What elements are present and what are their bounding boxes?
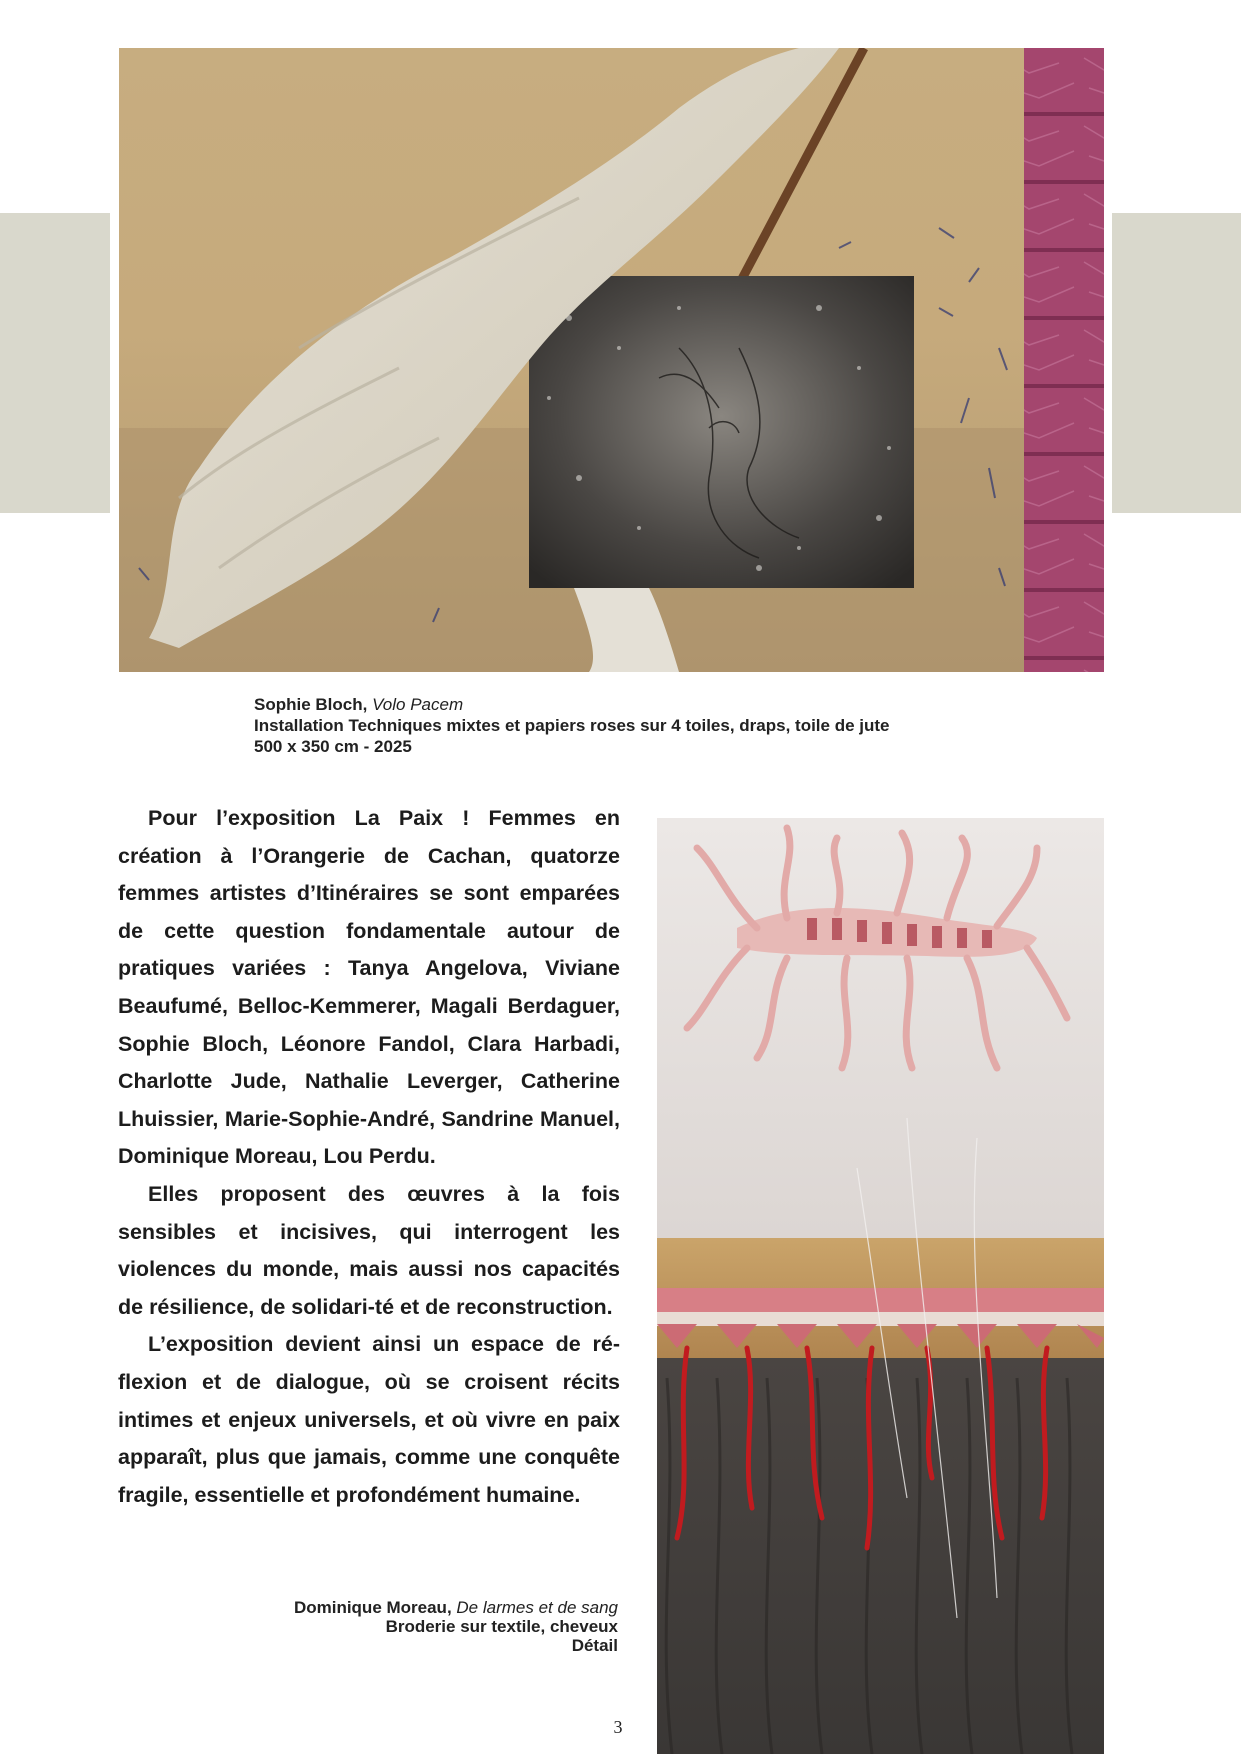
caption-credit-line xyxy=(254,694,1014,715)
embroidery-illustration xyxy=(657,818,1104,1754)
caption-dimensions: 500 x 350 cm - 2025 xyxy=(254,737,412,756)
volo-pacem-illustration xyxy=(119,48,1104,672)
paragraph-conclusion: L’exposition devient ainsi un espace de ré-flexion et de dialogue, où se croisent récits intimes et enjeux universels, et où vivre en paix apparaît, plus que jamais, comme une conquête fragile, essentielle et profondément humaine. xyxy=(118,1332,620,1507)
bottom-caption-technique: Broderie sur textile, cheveux xyxy=(385,1617,618,1636)
caption-artwork-title: Volo Pacem xyxy=(372,695,464,714)
page-number: 3 xyxy=(613,1717,623,1737)
top-photo-caption xyxy=(254,694,1014,757)
bottom-caption-artist: Dominique Moreau, xyxy=(293,1598,452,1617)
bottom-caption-credit-line xyxy=(218,1598,618,1617)
exhibition-text xyxy=(118,800,620,1514)
bottom-caption-artwork-title: De larmes et de sang xyxy=(456,1598,618,1617)
bottom-caption-detail: Détail xyxy=(571,1636,618,1655)
right-side-tab xyxy=(1112,213,1241,513)
paragraph-intro: Pour l’exposition La Paix ! Femmes en création à l’Orangerie de Cachan, quatorze femmes artistes d’Itinéraires se sont emparées de cette question fondamentale autour de pratiques variées : Tanya Angelova, Viviane Beaufumé, Belloc-Kemmerer, Magali Berdaguer, Sophie Bloch, Léonore Fandol, Clara Harbadi, Charlotte Jude, Nathalie Leverger, Catherine Lhuissier, Marie-Sophie-André, Sandrine Manuel, Dominique Moreau, Lou Perdu. xyxy=(118,806,620,1169)
caption-technique: Installation Techniques mixtes et papiers roses sur 4 toiles, draps, toile de jute xyxy=(254,716,890,735)
bottom-photo-caption xyxy=(218,1598,618,1655)
de-larmes-photo xyxy=(657,818,1104,1754)
caption-artist: Sophie Bloch, xyxy=(254,695,368,714)
left-side-tab xyxy=(0,213,110,513)
paragraph-works: Elles proposent des œuvres à la fois sensibles et incisives, qui interrogent les violences du monde, mais aussi nos capacités de résilience, de solidari-té et de reconstruction. xyxy=(118,1181,620,1319)
volo-pacem-photo xyxy=(119,48,1104,672)
